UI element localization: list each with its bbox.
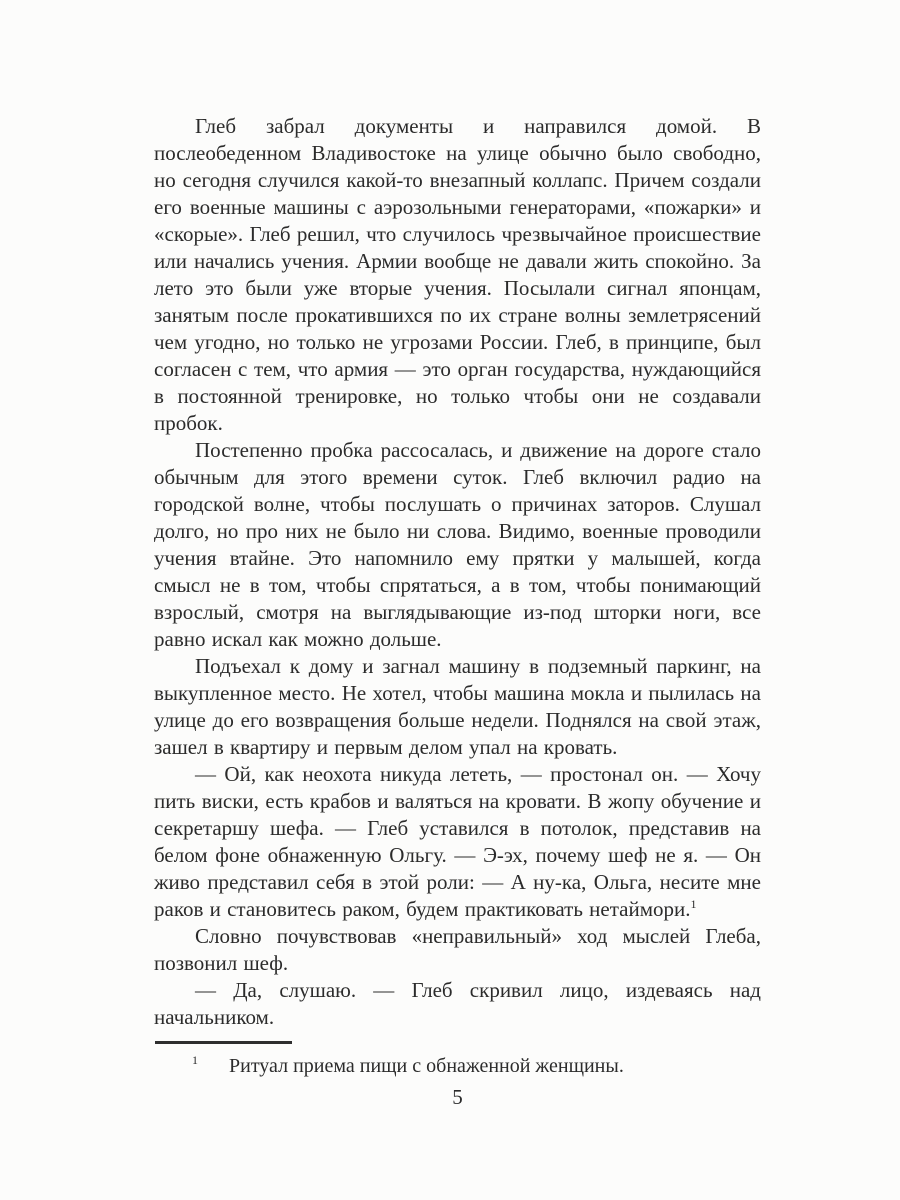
footnote-reference: 1 bbox=[690, 897, 697, 911]
paragraph: Подъехал к дому и загнал машину в подземный паркинг, на выкупленное место. Не хотел, чтобы машина мокла и пылилась на улице до его возвращения больше недели. Поднялся на свой этаж, зашел в квартиру и первым делом упал на кровать. bbox=[154, 654, 761, 759]
body-paragraphs bbox=[154, 113, 761, 1031]
page-text-block bbox=[154, 113, 761, 1079]
page-number: 5 bbox=[452, 1085, 463, 1109]
footnote-text: Ритуал приема пищи с обнаженной женщины. bbox=[229, 1055, 624, 1077]
paragraph: — Да, слушаю. — Глеб скривил лицо, издеваясь над начальником. bbox=[154, 978, 761, 1029]
paragraph: — Ой, как неохота никуда лететь, — простонал он. — Хочу пить виски, есть крабов и валяться на кровати. В жопу обучение и секретаршу шефа. — Глеб уставился в потолок, представив на белом фоне обнаженную Ольгу. — Э-эх, почему шеф не я. — Он живо представил себя в этой роли: — А ну-ка, Ольга, несите мне раков и становитесь раком, будем практиковать нетаймори.$^1$ bbox=[154, 762, 761, 921]
footnote-separator bbox=[155, 1041, 292, 1044]
paragraph: Постепенно пробка рассосалась, и движение на дороге стало обычным для этого времени суток. Глеб включил радио на городской волне, чтобы послушать о причинах заторов. Слушал долго, но про них не было ни слова. Видимо, военные проводили учения втайне. Это напомнило ему прятки у малышей, когда смысл не в том, чтобы спрятаться, а в том, чтобы понимающий взрослый, смотря на выглядывающие из-под шторки ноги, все равно искал как можно дольше. bbox=[154, 438, 761, 651]
paragraph: Глеб забрал документы и направился домой. В послеобеденном Владивостоке на улице обычно было свободно, но сегодня случился какой-то внезапный коллапс. Причем создали его военные машины с аэрозольными генераторами, «пожарки» и «скорые». Глеб решил, что случилось чрезвычайное происшествие или начались учения. Армии вообще не давали жить спокойно. За лето это были уже вторые учения. Посылали сигнал японцам, занятым после прокатившихся по их стране волны землетрясений чем угодно, но только не угрозами России. Глеб, в принципе, был согласен с тем, что армия — это орган государства, нуждающийся в постоянной тренировке, но только чтобы они не создавали пробок. bbox=[154, 114, 761, 435]
footnote bbox=[154, 1053, 761, 1079]
paragraph: Словно почувствовав «неправильный» ход мыслей Глеба, позвонил шеф. bbox=[154, 924, 761, 975]
footnote-marker: 1 bbox=[192, 1053, 198, 1068]
